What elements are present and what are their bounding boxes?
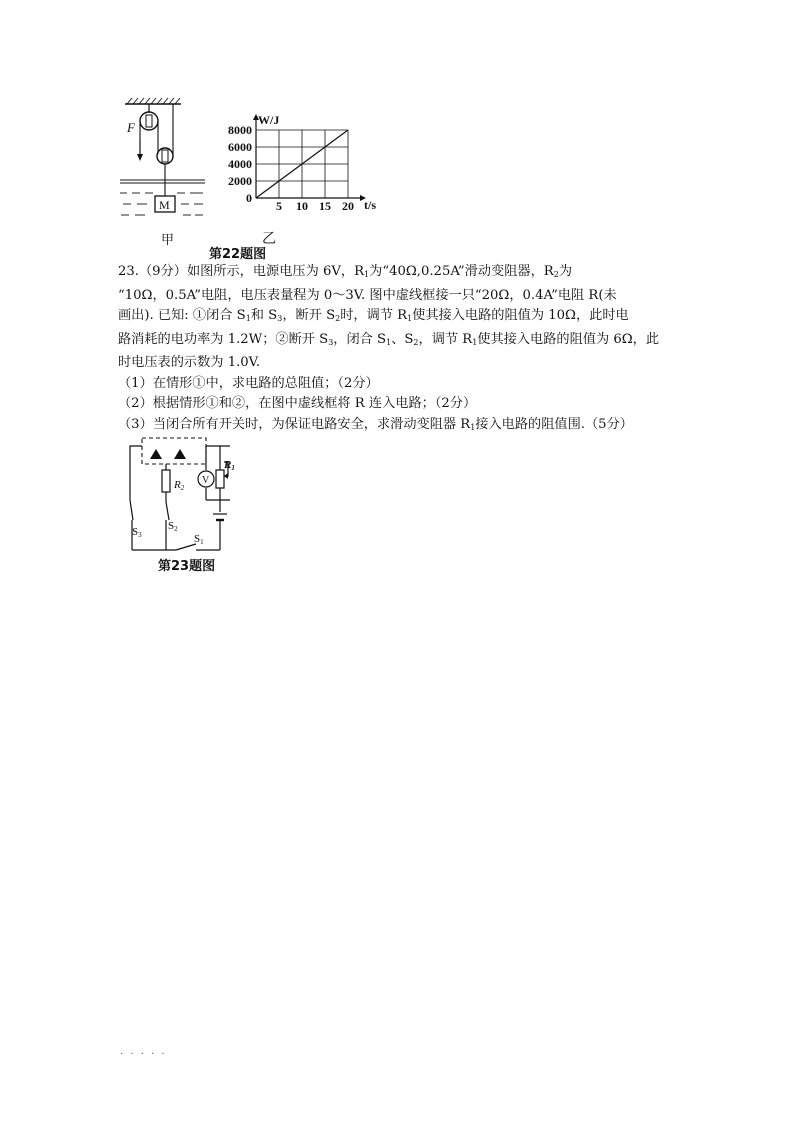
fig22-yi-caption: 乙: [262, 231, 276, 247]
x-tick-label-3: 20: [342, 199, 354, 213]
switch-s1: [176, 544, 196, 550]
switch-s2: [166, 502, 169, 520]
fig23-caption: 第23题图: [158, 559, 216, 574]
q23-line-4: 路消耗的电功率为 1.2W；②断开 $S_3$，闭合 $S_1$、$S_2$，调节 $R_1$使其接入电路的阻值为 6Ω，此: [118, 331, 660, 347]
q23-sub-question-1: （1）在情形①中，求电路的总阻值；（2分）: [118, 375, 379, 391]
fig22-pulley-diagram: [115, 96, 215, 246]
block-m-label: M: [159, 198, 170, 212]
resistor-r2: [162, 470, 170, 492]
y-tick-label-3: 2000: [228, 174, 252, 188]
q23-line-2: “10Ω，0.5A”电阻，电压表量程为 0～3V. 图中虚线框接一只“20Ω，0.4A”电阻 R(未: [118, 287, 617, 303]
terminal-right: [174, 449, 186, 459]
footer-marks: . . . . .: [120, 1046, 167, 1057]
dashed-box: [142, 438, 206, 464]
terminal-left: [150, 449, 162, 459]
y-tick-label-1: 6000: [228, 140, 252, 154]
s1-label: S1: [194, 533, 204, 546]
circuit-wires: [130, 446, 230, 550]
fig22-wt-chart: [216, 110, 396, 220]
fig23-circuit-diagram: [120, 432, 250, 557]
voltmeter-label: V: [202, 475, 210, 486]
q23-line-3: 画出). 已知: ①闭合 $S_1$和 $S_3$，断开 $S_2$时，调节 $R_1$使其接入电路的阻值为 10Ω，此时电: [118, 308, 629, 323]
switch-s3: [130, 500, 133, 520]
x-tick-label-0: 5: [276, 199, 282, 213]
force-arrow: [137, 138, 143, 161]
q23-sub-question-3: （3）当闭合所有开关时，为保证电路安全，求滑动变阻器 $R_1$接入电路的阻值围.（5分）: [118, 416, 633, 432]
origin-label: 0: [246, 191, 252, 205]
battery: [213, 514, 227, 524]
s2-label: S2: [168, 520, 178, 533]
y-tick-label-2: 4000: [228, 157, 252, 171]
q23-line-1: 23.（9分）如图所示，电源电压为 6V，$R_1$为“40Ω,0.25A”滑动变阻器，$R_2$为: [118, 264, 572, 279]
s3-label: S3: [132, 526, 142, 539]
chart-ylabel: W/J: [258, 113, 280, 127]
x-tick-label-1: 10: [296, 199, 308, 213]
rheostat-slider-arrow: [224, 473, 228, 479]
chart-xlabel: t/s: [364, 198, 376, 212]
ceiling: [125, 98, 181, 104]
question-23: [118, 262, 678, 438]
fixed-pulley: [140, 104, 158, 130]
movable-pulley: [157, 148, 173, 196]
r2-label: R2: [174, 479, 185, 492]
fig22-jia-caption: 甲: [161, 233, 175, 248]
q23-line-5: 时电压表的示数为 1.0V.: [118, 355, 261, 370]
q23-sub-question-2: （2）根据情形①和②，在图中虚线框将 R 连入电路；（2分）: [118, 396, 477, 411]
fig22-caption: 第22题图: [209, 247, 267, 262]
rheostat-r1: [216, 470, 224, 488]
y-tick-label-0: 8000: [228, 123, 252, 137]
r1-label: R1: [224, 459, 235, 472]
chart-ticks: [228, 123, 354, 213]
x-tick-label-2: 15: [319, 199, 331, 213]
force-label: F: [127, 120, 135, 135]
